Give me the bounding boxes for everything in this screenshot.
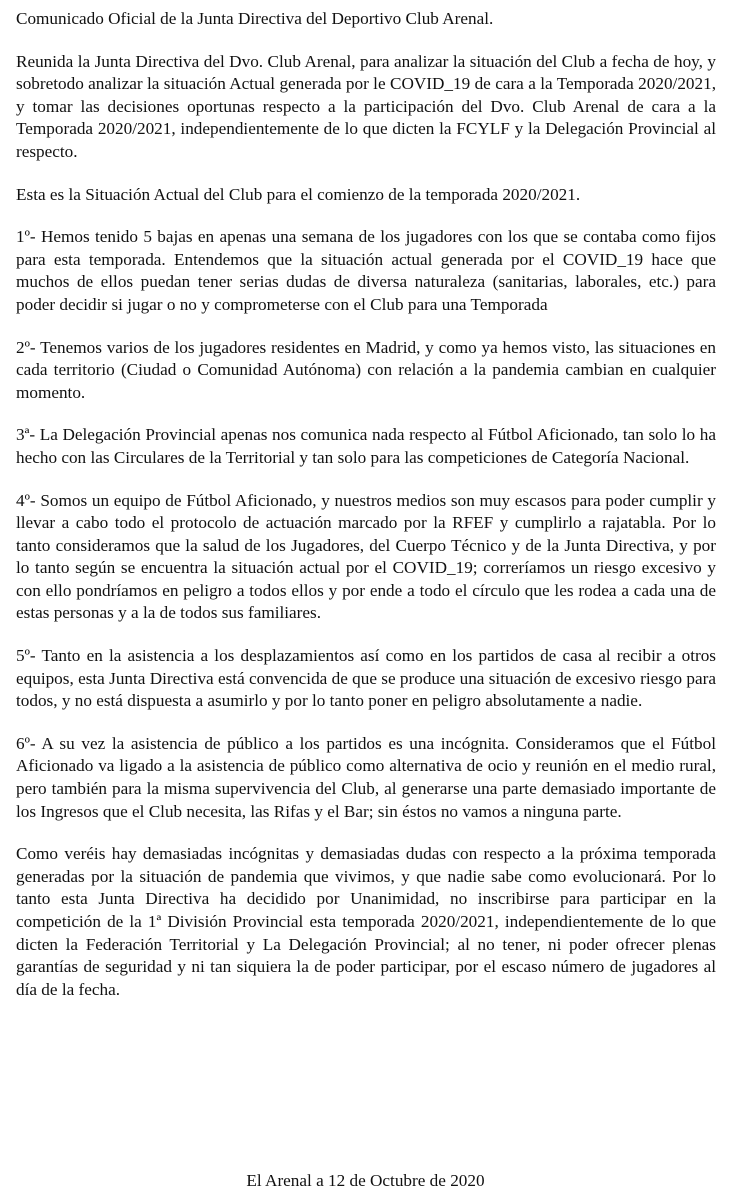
point-2: 2º- Tenemos varios de los jugadores residentes en Madrid, y como ya hemos visto, las situaciones en cada territorio (Ciudad o Comunidad Autónoma) con relación a la pandemia cambian en cualquier momento.: [16, 337, 716, 402]
point-1: 1º- Hemos tenido 5 bajas en apenas una semana de los jugadores con los que se contaba como fijos para esta temporada. Entendemos que la situación actual generada por el COVID_19 hace que muchos de ellos puedan tener serias dudas de diversa naturaleza (sanitarias, laborales, etc.) para poder decidir si jugar o no y comprometerse con el Club para una Temporada: [16, 227, 716, 314]
closing-date-line: El Arenal a 12 de Octubre de 2020: [246, 1171, 485, 1190]
point-3: 3ª- La Delegación Provincial apenas nos comunica nada respecto al Fútbol Aficionado, tan solo lo ha hecho con las Circulares de la Territorial y tan solo para las competiciones de Categoría Nacional.: [16, 425, 716, 467]
document-body: [16, 8, 716, 1021]
conclusion-paragraph: Como veréis hay demasiadas incógnitas y demasiadas dudas con respecto a la próxima temporada generadas por la situación de pandemia que vivimos, y que nadie sabe como evolucionará. Por lo tanto esta Junta Directiva ha decidido por Unanimidad, no inscribirse para participar en la competición de la 1ª División Provincial esta temporada 2020/2021, independientemente de lo que dicten la Federación Territorial y La Delegación Provincial; al no tener, ni poder ofrecer plenas garantías de seguridad y ni tan siquiera la de poder participar, por el escaso número de jugadores al día de la fecha.: [16, 844, 716, 999]
point-4: 4º- Somos un equipo de Fútbol Aficionado, y nuestros medios son muy escasos para poder cumplir y llevar a cabo todo el protocolo de actuación marcado por la RFEF y cumplirlo a rajatabla. Por lo tanto consideramos que la salud de los Jugadores, del Cuerpo Técnico y de la Junta Directiva, y por lo tanto según se encuentra la situación actual por el COVID_19; correríamos un riesgo excesivo y con ello pondríamos en peligro a todos ellos y por ende a todo el círculo que les rodea a cada una de estas personas y a la de todos sus familiares.: [16, 490, 716, 623]
point-5: 5º- Tanto en la asistencia a los desplazamientos así como en los partidos de casa al recibir a otros equipos, esta Junta Directiva está convencida de que se produce una situación de excesivo riesgo para todos, y no está dispuesta a asumirlo y por lo tanto poner en peligro absolutamente a nadie.: [16, 646, 716, 711]
intro-paragraph: Reunida la Junta Directiva del Dvo. Club Arenal, para analizar la situación del Club a fecha de hoy, y sobretodo analizar la situación Actual generada por le COVID_19 de cara a la Temporada 2020/2021, y tomar las decisiones oportunas respecto a la participación del Dvo. Club Arenal de cara a la Temporada 2020/2021, independientemente de lo que dicten la FCYLF y la Delegación Provincial al respecto.: [16, 51, 716, 161]
point-6: 6º- A su vez la asistencia de público a los partidos es una incógnita. Consideramos que el Fútbol Aficionado va ligado a la asistencia de público como alternativa de ocio y reunión en el medio rural, pero también para la misma supervivencia del Club, al generarse una parte demasiado importante de los Ingresos que el Club necesita, las Rifas y el Bar; sin éstos no vamos a ninguna parte.: [16, 733, 716, 821]
situation-statement: Esta es la Situación Actual del Club para el comienzo de la temporada 2020/2021.: [16, 184, 581, 204]
document-title: Comunicado Oficial de la Junta Directiva del Deportivo Club Arenal.: [16, 9, 494, 28]
